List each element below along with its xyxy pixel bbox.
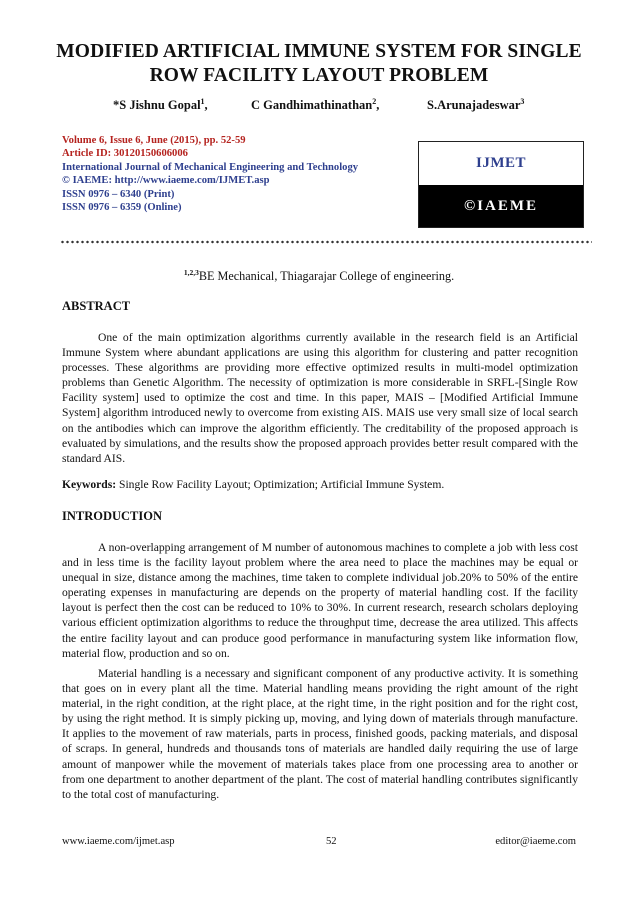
author-1: *S Jishnu Gopal$^1$, [113, 97, 208, 113]
introduction-heading: INTRODUCTION [62, 509, 163, 523]
article-id: Article ID: 30120150606006 [62, 148, 188, 160]
logo-publisher: ©IAEME [419, 185, 583, 227]
author-3: S.Arunajadeswar$^3$ [427, 97, 525, 113]
intro-paragraph-2: Material handling is a necessary and significant component of any productive activity. It is something that goes on in every plant all the time. Material handling means providing the right amount of the right material, in the right condition, at the right place, at the right time, in the right position and for the right cost, by using the right method. It is simply picking up, moving, and lying down of materials through manufacture. It applies to the movement of raw materials, parts in process, finished goods, packing materials, and disposal of scraps. In general, hundreds and thousands tons of materials are handled daily requiring the use of large amount of manpower while the movement of materials takes place from one processing area to another or from one department to another department of the plant. The cost of material handling contributes significantly to the total cost of manufacturing. [62, 667, 578, 801]
footer-url: www.iaeme.com/ijmet.asp [62, 836, 175, 847]
paper-title: MODIFIED ARTIFICIAL IMMUNE SYSTEM FOR SINGLE ROW FACILITY LAYOUT PROBLEM [56, 41, 582, 86]
intro-paragraph-1: A non-overlapping arrangement of M number of autonomous machines to complete a job with less cost and in less time is the facility layout problem where the area need to place the machines may be equal or unequal in size, distance among the machines, time taken to complete individual job.20% to 50% of the entire operating expenses in manufacturing are depends on the property of material handling cost. If the facility layout is perfect then the cost can be reduced to 10% to 30%. In current research, research scholars deploying various efficient optimization algorithms to reduce the throughput time, decrease the area utilized. This affects the entire facility layout and can produce good performance in manufacturing system like information flow, material flow, production and so on. [62, 541, 578, 660]
page-number: 52 [326, 836, 337, 847]
issn-print: ISSN 0976 – 6340 (Print) [62, 188, 175, 200]
abstract-text: One of the main optimization algorithms currently available in the research field is an Artificial Immune System where abundant applications are using this algorithm for clustering and patter recognition processes. These algorithms are providing more effective optimized results in multi-model optimization problems than Genetic Algorithm. The necessity of optimization is more considerable in SRFL-[Single Row Facility system] used to optimize the cost and time. In this paper, MAIS – [Modified Artificial Immune System] algorithm introduced newly to overcome from existing AIS. MAIS use very small size of local search on the antibodies which can improve the algorithm efficiently. The creditability of the proposed approach is evaluated by simulations, and the results show the proposed approach provides better result compared with the standard AIS. [62, 331, 578, 465]
author-line [0, 97, 638, 115]
keywords: Keywords: Single Row Facility Layout; Optimization; Artificial Immune System. [62, 478, 445, 491]
ijmet-logo [418, 141, 584, 228]
abstract-heading: ABSTRACT [62, 299, 131, 313]
issn-online: ISSN 0976 – 6359 (Online) [62, 202, 182, 214]
logo-journal-name: IJMET [419, 142, 583, 185]
journal-name: International Journal of Mechanical Engineering and Technology [62, 161, 359, 173]
page-footer [0, 836, 638, 852]
journal-meta [62, 134, 402, 214]
footer-email: editor@iaeme.com [495, 836, 576, 847]
volume-line: Volume 6, Issue 6, June (2015), pp. 52-59 [62, 135, 246, 146]
author-2: C Gandhimathinathan$^2$, [251, 97, 380, 113]
copyright-line: © IAEME: http://www.iaeme.com/IJMET.asp [62, 175, 270, 187]
dotted-divider [60, 240, 592, 244]
affiliation: $^{1,2,3}$BE Mechanical, Thiagarajar College of engineering. [183, 268, 455, 284]
